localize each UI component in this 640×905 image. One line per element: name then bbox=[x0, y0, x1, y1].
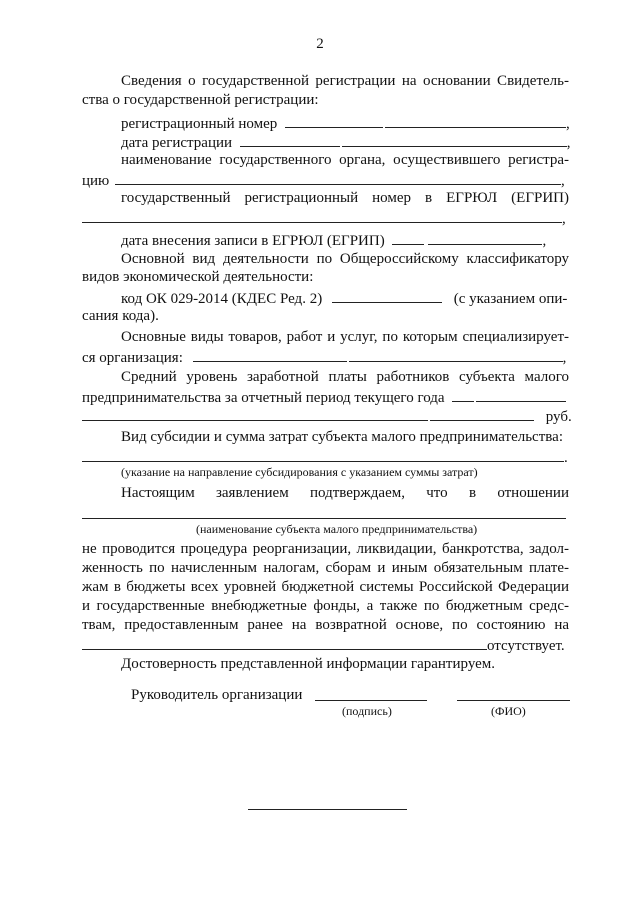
field-egrul-date bbox=[121, 230, 569, 251]
para-body-4: и государственные внебюджетные фонды, а также по бюджетным средс- bbox=[82, 598, 569, 614]
blank-line bbox=[392, 230, 424, 245]
blank-line-org-name bbox=[82, 518, 566, 519]
field-okved-code bbox=[121, 288, 569, 309]
note-subsidy: (указание на направление субсидирования с указанием суммы затрат) bbox=[121, 465, 478, 479]
field-reg-number bbox=[121, 113, 569, 134]
field-label: цию bbox=[82, 173, 110, 189]
blank-line bbox=[430, 406, 534, 421]
blank-line bbox=[82, 406, 428, 421]
para-goods: Основные виды товаров, работ и услуг, по которым специализирует- bbox=[121, 329, 569, 345]
signature-caption: (подпись) bbox=[342, 704, 392, 718]
blank-line bbox=[332, 288, 442, 303]
comma: , bbox=[561, 173, 565, 189]
comma: , bbox=[566, 116, 570, 132]
para-egrul-number: государственный регистрационный номер в ЕГРЮЛ (ЕГРИП) bbox=[121, 190, 569, 206]
unit-rub: руб. bbox=[545, 409, 572, 425]
para-okved-cont: видов экономической деятельности: bbox=[82, 269, 314, 285]
blank-line bbox=[82, 447, 564, 462]
para-body-1: не проводится процедура реорганизации, ликвидации, банкротства, задол- bbox=[82, 541, 569, 557]
field-label: предпринимательства за отчетный период текущего года bbox=[82, 390, 445, 406]
name-caption: (ФИО) bbox=[491, 704, 526, 718]
blank-line bbox=[82, 635, 477, 650]
para-body-5: твам, предоставленным ранее на возвратной основе, по состоянию на bbox=[82, 617, 569, 633]
field-label: ся организация: bbox=[82, 350, 183, 366]
field-reg-authority bbox=[82, 170, 569, 191]
signature-label: Руководитель организации bbox=[131, 687, 303, 703]
blank-line bbox=[477, 635, 487, 650]
blank-line bbox=[428, 230, 542, 245]
blank-line bbox=[452, 387, 474, 402]
field-label: дата внесения записи в ЕГРЮЛ (ЕГРИП) bbox=[121, 233, 385, 249]
blank-line bbox=[193, 347, 347, 362]
para-body-2: женность по начисленным налогам, сборам и иным обязательным плате- bbox=[82, 560, 569, 576]
blank-line bbox=[82, 208, 562, 223]
para-body-3: жам в бюджеты всех уровней бюджетной системы Российской Федерации bbox=[82, 579, 569, 595]
para-reg-authority: наименование государственного органа, осуществившего регистра- bbox=[121, 152, 569, 168]
field-note: (с указанием опи- bbox=[453, 291, 568, 307]
note-org-name: (наименование субъекта малого предпринимательства) bbox=[196, 522, 478, 536]
para-okved-code-cont: сания кода). bbox=[82, 308, 159, 324]
para-salary: Средний уровень заработной платы работников субъекта малого bbox=[121, 369, 569, 385]
para-registration-intro: Сведения о государственной регистрации на основании Свидетель- bbox=[121, 73, 569, 89]
para-confirm: Настоящим заявлением подтверждаем, что в отношении bbox=[121, 485, 569, 501]
blank-line bbox=[240, 132, 340, 147]
field-label: дата регистрации bbox=[121, 135, 233, 151]
period: . bbox=[564, 450, 568, 466]
para-guarantee: Достоверность представленной информации гарантируем. bbox=[121, 656, 496, 672]
blank-line bbox=[349, 347, 563, 362]
para-registration-intro-cont: ства о государственной регистрации: bbox=[82, 92, 319, 108]
field-label: код ОК 029-2014 (КДЕС Ред. 2) bbox=[121, 291, 323, 307]
field-as-of-date bbox=[82, 635, 569, 656]
field-salary-period bbox=[82, 387, 569, 408]
absent-label: отсутствует. bbox=[487, 638, 565, 654]
page-number: 2 bbox=[316, 36, 324, 52]
blank-line bbox=[115, 170, 561, 185]
signature-line bbox=[315, 700, 427, 701]
field-egrul-number bbox=[82, 208, 569, 229]
blank-line bbox=[476, 387, 566, 402]
field-goods bbox=[82, 347, 569, 368]
comma: , bbox=[562, 211, 566, 227]
end-separator-line bbox=[248, 809, 407, 810]
field-label: регистрационный номер bbox=[121, 116, 278, 132]
para-okved: Основной вид деятельности по Общероссийскому классификатору bbox=[121, 251, 569, 267]
name-line bbox=[457, 700, 570, 701]
comma: , bbox=[562, 350, 567, 366]
comma: , bbox=[566, 135, 571, 151]
blank-line bbox=[342, 132, 567, 147]
blank-line bbox=[385, 113, 566, 128]
field-salary-amount bbox=[82, 406, 572, 427]
comma: , bbox=[542, 233, 547, 249]
blank-line bbox=[285, 113, 383, 128]
para-subsidy: Вид субсидии и сумма затрат субъекта малого предпринимательства: bbox=[121, 429, 563, 445]
field-reg-date bbox=[121, 132, 569, 153]
